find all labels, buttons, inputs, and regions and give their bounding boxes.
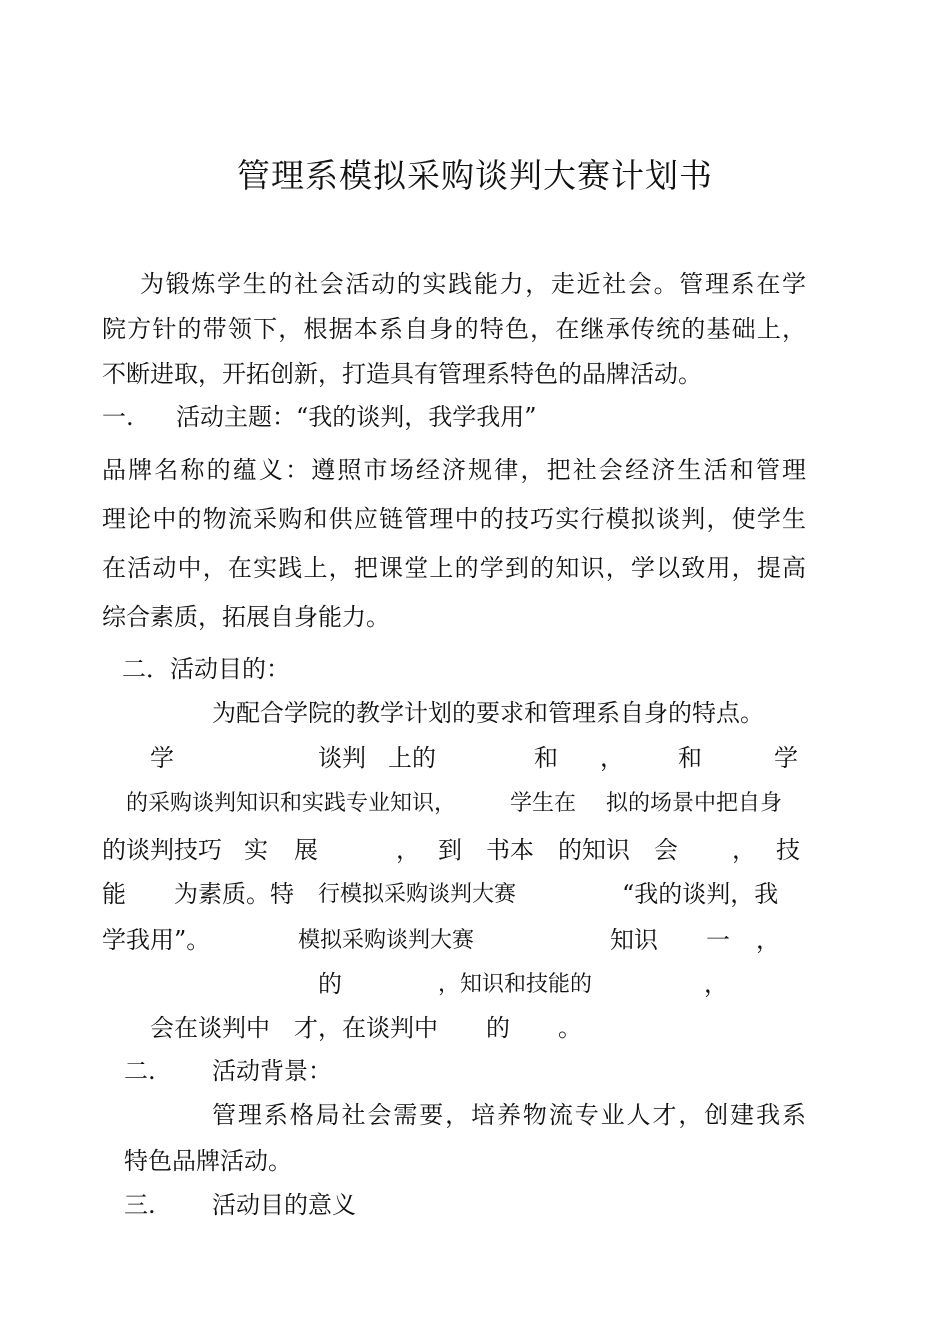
purpose-fragment: 谈判 — [318, 744, 366, 772]
purpose-fragment: ， — [600, 744, 624, 772]
section-1-number: 一. — [102, 403, 134, 431]
intro-line-1: 为锻炼学生的社会活动的实践能力，走近社会。管理系在学 — [140, 270, 806, 298]
purpose-fragment: 学 — [774, 744, 798, 772]
brand-meaning-line-3: 在活动中，在实践上，把课堂上的学到的知识，学以致用，提高 — [102, 554, 806, 582]
purpose-fragment: 能 — [102, 880, 126, 908]
section-1-heading: 活动主题：“我的谈判，我学我用” — [176, 403, 537, 431]
background-line-2: 特色品牌活动。 — [124, 1147, 292, 1175]
purpose-fragment: 的 — [318, 970, 342, 998]
purpose-fragment: ， — [704, 970, 728, 998]
section-3-heading: 活动背景： — [212, 1057, 332, 1085]
purpose-fragment: 的采购谈判知识和实践专业知识， — [126, 791, 457, 816]
purpose-fragment: ，知识和技能的 — [438, 972, 593, 997]
purpose-fragment: 模拟采购谈判大赛 — [298, 928, 475, 953]
intro-line-3: 不断进取，开拓创新，打造具有管理系特色的品牌活动。 — [102, 360, 702, 388]
purpose-fragment: ， — [732, 836, 756, 864]
purpose-fragment: 。 — [558, 1014, 582, 1042]
purpose-fragment: 的谈判技巧 — [102, 836, 222, 864]
purpose-fragment: 学生在 — [510, 791, 577, 816]
brand-meaning-line-2: 理论中的物流采购和供应链管理中的技巧实行模拟谈判，使学生 — [102, 505, 806, 533]
purpose-fragment: “我的谈判，我 — [622, 880, 779, 908]
section-4-heading: 活动目的意义 — [212, 1191, 356, 1219]
section-2-heading: 二．活动目的： — [122, 655, 290, 683]
section-3-number: 二. — [124, 1057, 156, 1085]
intro-line-2: 院方针的带领下，根据本系自身的特色，在继承传统的基础上， — [102, 315, 806, 343]
purpose-fragment: 的知识 — [558, 836, 630, 864]
purpose-fragment: 会在谈判中 — [150, 1014, 270, 1042]
purpose-fragment: 知识 — [610, 926, 658, 954]
purpose-fragment: 才，在谈判中 — [294, 1014, 438, 1042]
purpose-fragment: 学我用”。 — [102, 926, 211, 954]
purpose-fragment: 展 — [294, 836, 318, 864]
purpose-fragment: 会 — [654, 836, 678, 864]
purpose-fragment: 为素质。特 — [174, 880, 294, 908]
background-line-1: 管理系格局社会需要，培养物流专业人才，创建我系 — [212, 1101, 806, 1129]
purpose-fragment: 一 — [706, 926, 730, 954]
purpose-fragment: ， — [756, 926, 780, 954]
section-4-number: 三. — [124, 1191, 156, 1219]
purpose-fragment: 到 — [438, 836, 462, 864]
purpose-fragment: 和 — [678, 744, 702, 772]
purpose-fragment: 上的 — [388, 744, 436, 772]
purpose-fragment: 书本 — [486, 836, 534, 864]
purpose-fragment: 和 — [534, 744, 558, 772]
purpose-fragment: 学 — [150, 744, 174, 772]
purpose-fragment: 拟的场景中把自身 — [606, 791, 783, 816]
purpose-fragment: 行模拟采购谈判大赛 — [318, 882, 517, 907]
purpose-fragment: 技 — [776, 836, 800, 864]
brand-meaning-line-4: 综合素质，拓展自身能力。 — [102, 603, 390, 631]
document-title: 管理系模拟采购谈判大赛计划书 — [237, 156, 713, 195]
purpose-fragment: 的 — [486, 1014, 510, 1042]
purpose-fragment: ， — [396, 836, 420, 864]
purpose-fragment: 实 — [244, 836, 268, 864]
brand-meaning-line-1: 品牌名称的蕴义：遵照市场经济规律，把社会经济生活和管理 — [102, 456, 806, 484]
purpose-first-line: 为配合学院的教学计划的要求和管理系自身的特点。 — [212, 699, 764, 727]
